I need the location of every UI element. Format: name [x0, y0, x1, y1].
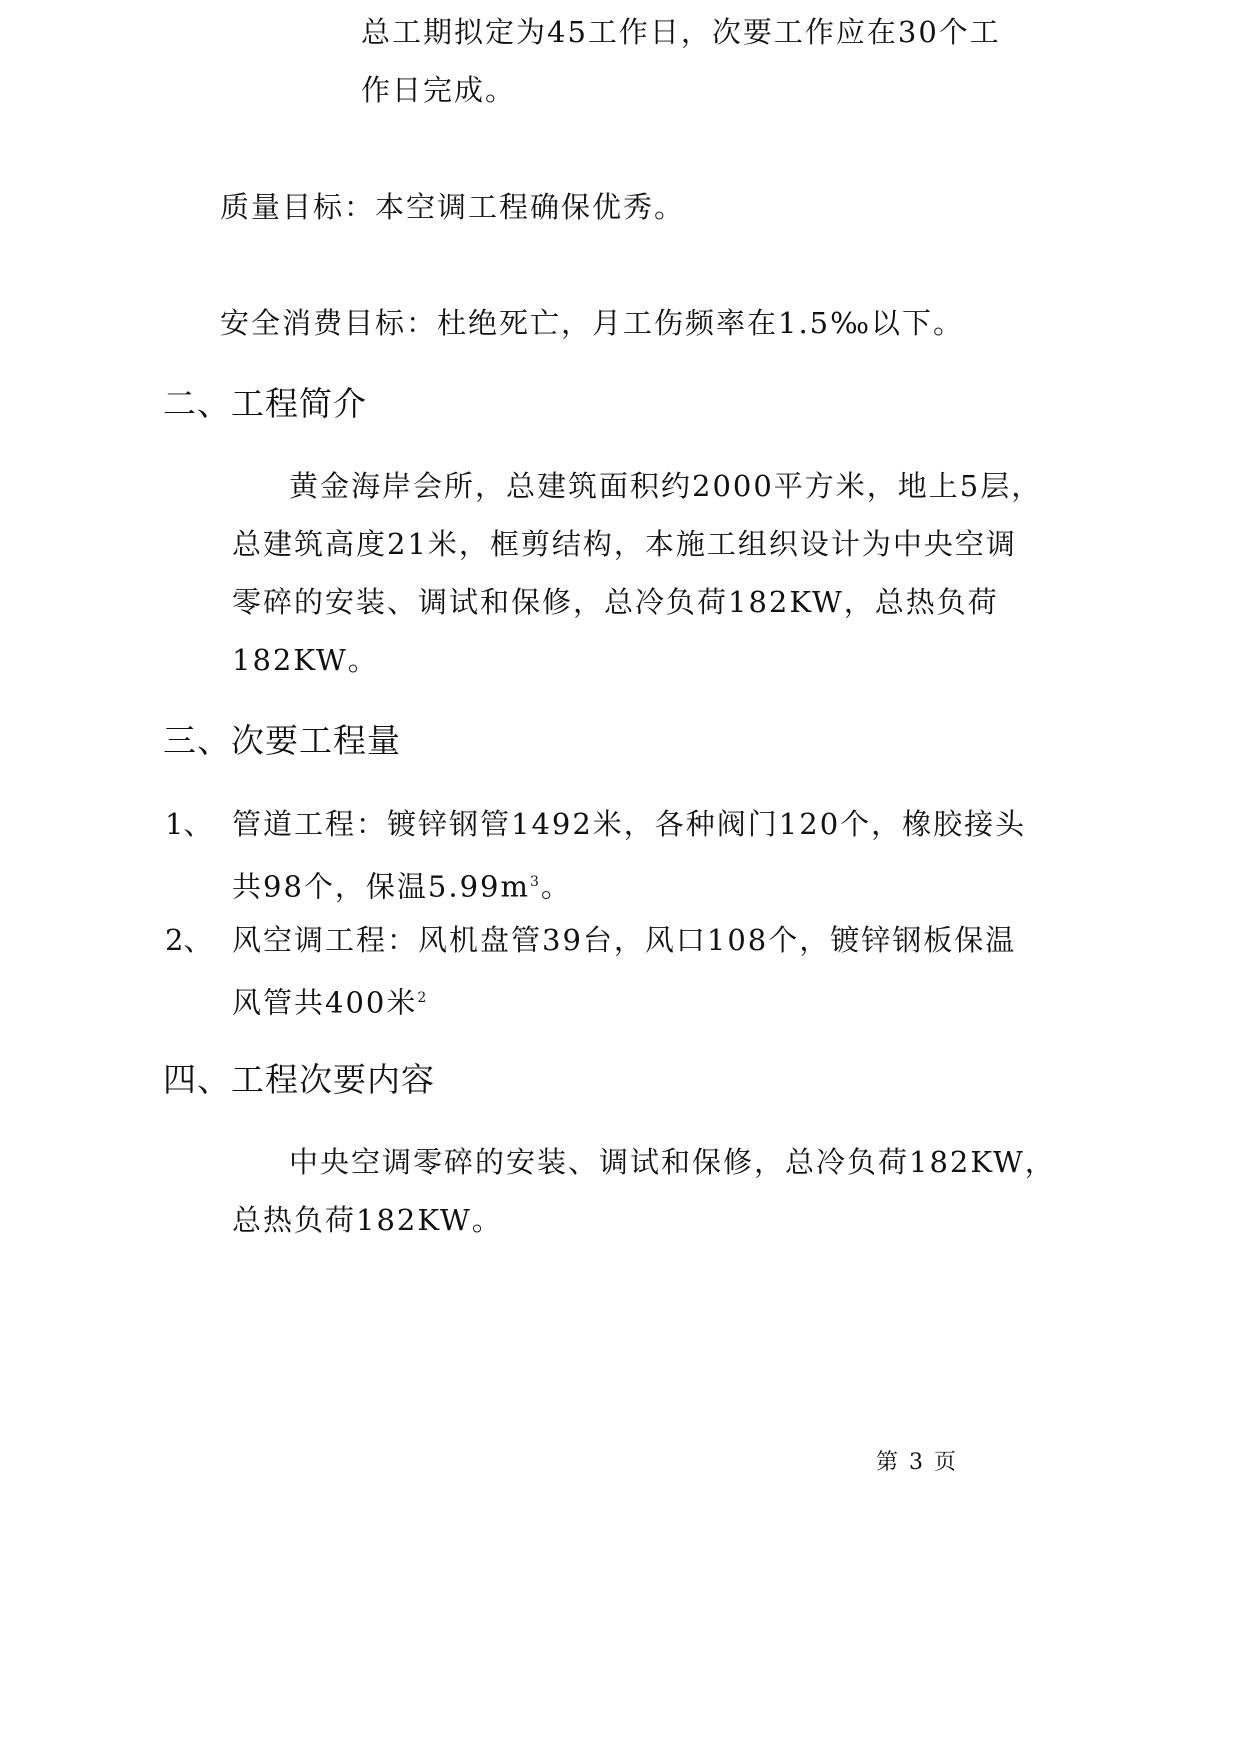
page-number: 第 3 页	[876, 1450, 958, 1475]
section-2-paragraph-line-1: 黄金海岸会所，总建筑面积约2000平方米，地上5层，	[289, 469, 1043, 503]
list-item-1-line-1: 管道工程：镀锌钢管1492米，各种阀门120个，橡胶接头	[232, 807, 1027, 841]
section-4-paragraph-line-2: 总热负荷182KW。	[232, 1203, 503, 1237]
cubic-superscript: 3	[529, 874, 541, 890]
list-item-1-line-2-text: 共98个，保温5.99m	[232, 869, 530, 904]
list-item-1-line-2-end: 。	[540, 869, 572, 904]
square-superscript: 2	[417, 990, 429, 1006]
list-item-2-line-2-text: 风管共400米	[232, 985, 418, 1020]
list-item-2-line-2	[232, 980, 428, 1021]
section-4-paragraph-line-1: 中央空调零碎的安装、调试和保修，总冷负荷182KW，	[289, 1145, 1056, 1179]
section-2-paragraph-line-3: 零碎的安装、调试和保修，总冷负荷182KW，总热负荷	[232, 585, 999, 619]
section-2-paragraph-line-2: 总建筑高度21米，框剪结构，本施工组织设计为中央空调	[232, 527, 1017, 561]
list-item-2-line-1: 风空调工程：风机盘管39台，风口108个，镀锌钢板保温	[232, 923, 1017, 957]
list-item-number: 1、	[165, 807, 213, 841]
safety-goal: 安全消费目标：杜绝死亡，月工伤频率在1.5‰以下。	[220, 306, 965, 340]
list-item-1-line-2	[232, 864, 572, 905]
schedule-line-1: 总工期拟定为45工作日，次要工作应在30个工	[361, 15, 1001, 49]
section-4-heading: 四、工程次要内容	[163, 1060, 435, 1099]
section-3-heading: 三、次要工程量	[163, 721, 401, 760]
schedule-line-2: 作日完成。	[361, 73, 517, 107]
section-2-paragraph-line-4: 182KW。	[232, 643, 379, 677]
list-item-number: 2、	[165, 923, 213, 957]
quality-goal: 质量目标：本空调工程确保优秀。	[220, 190, 686, 224]
section-2-heading: 二、工程简介	[163, 384, 367, 423]
